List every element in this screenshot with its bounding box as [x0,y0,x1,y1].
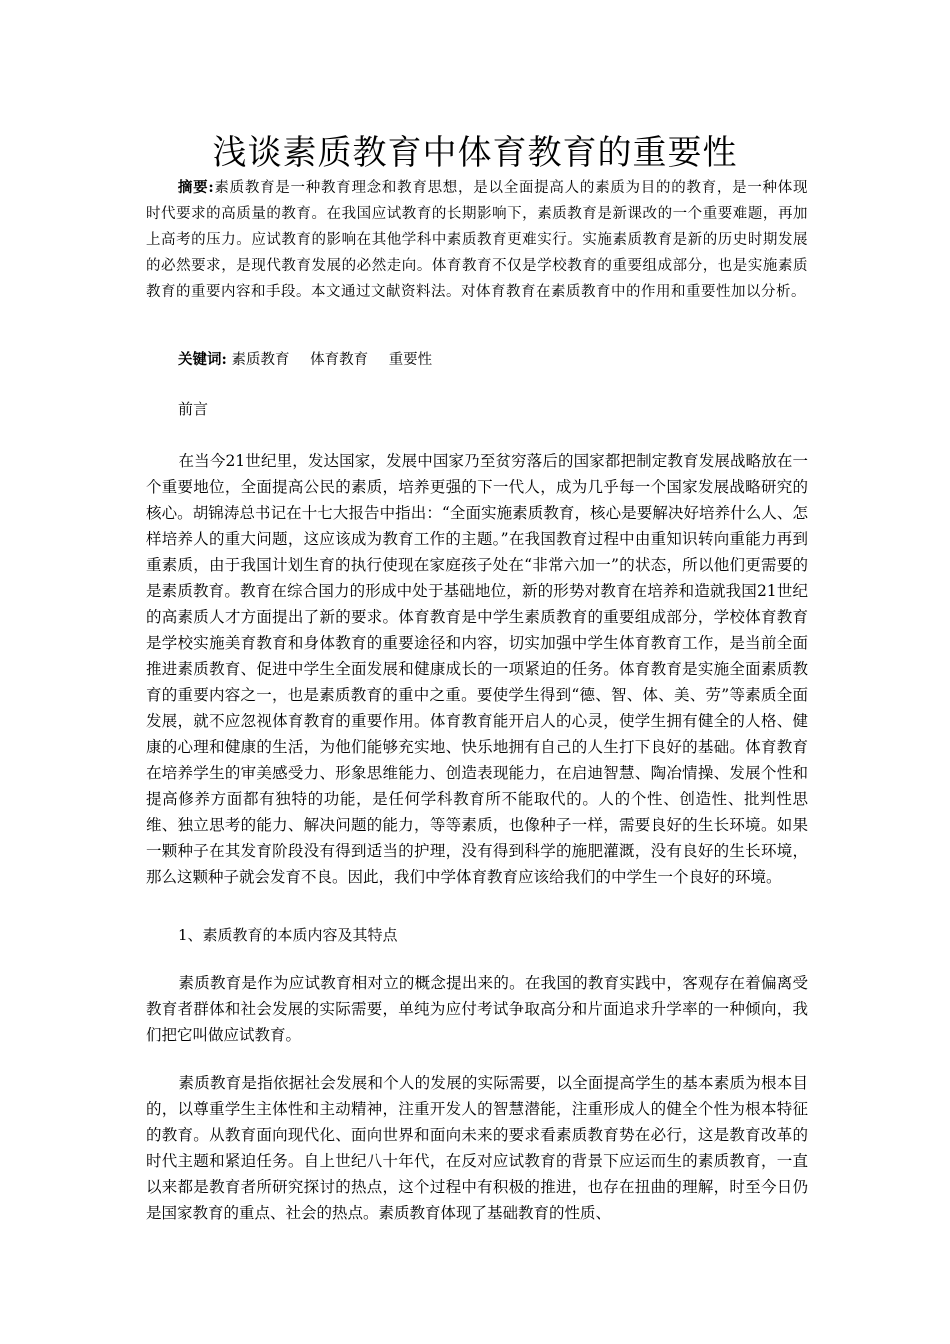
abstract [146,175,808,305]
abstract-label: 摘要: [177,179,215,196]
keyword-item: 素质教育 [231,352,290,368]
abstract-text: 素质教育是一种教育理念和教育思想，是以全面提高人的素质为目的的教育，是一种体现时代要求的高质量的教育。在我国应试教育的长期影响下，素质教育是新课改的一个重要难题，再加上高考的压力。应试教育的影响在其他学科中素质教育更难实行。实施素质教育是新的历史时期发展的必然要求，是现代教育发展的必然走向。体育教育不仅是学校教育的重要组成部分，也是实施素质教育的重要内容和手段。本文通过文献资料法。对体育教育在素质教育中的作用和重要性加以分析。 [146,180,808,300]
keywords-label: 关键词: [178,351,227,368]
section1-heading: 1、素质教育的本质内容及其特点 [178,926,398,944]
keyword-item: 重要性 [388,352,433,368]
preface-heading: 前言 [178,400,209,418]
section1-paragraph-2: 素质教育是指依据社会发展和个人的发展的实际需要，以全面提高学生的基本素质为根本目的，以尊重学生主体性和主动精神，注重开发人的智慧潜能，注重形成人的健全个性为根本特征的教育。从教育面向现代化、面向世界和面向未来的要求看素质教育势在必行，这是教育改革的时代主题和紧迫任务。自上世纪八十年代，在反对应试教育的背景下应运而生的素质教育，一直以来都是教育者所研究探讨的热点，这个过程中有积极的推进，也存在扭曲的理解，时至今日仍是国家教育的重点、社会的热点。素质教育体现了基础教育的性质、 [146,1074,808,1222]
section1-paragraph-1: 素质教育是作为应试教育相对立的概念提出来的。在我国的教育实践中，客观存在着偏离受教育者群体和社会发展的实际需要，单纯为应付考试争取高分和片面追求升学率的一种倾向，我们把它叫做应试教育。 [146,974,808,1044]
preface-paragraph: 在当今21世纪里，发达国家，发展中国家乃至贫穷落后的国家都把制定教育发展战略放在一个重要地位，全面提高公民的素质，培养更强的下一代人，成为几乎每一个国家发展战略研究的核心。胡锦涛总书记在十七大报告中指出：“全面实施素质教育，核心是要解决好培养什么人、怎样培养人的重大问题，这应该成为教育工作的主题。”在我国教育过程中由重知识转向重能力再到重素质，由于我国计划生育的执行使现在家庭孩子处在“非常六加一”的状态，所以他们更需要的是素质教育。教育在综合国力的形成中处于基础地位，新的形势对教育在培养和造就我国21世纪的高素质人才方面提出了新的要求。体育教育是中学生素质教育的重要组成部分，学校体育教育是学校实施美育教育和身体教育的重要途径和内容，切实加强中学生体育教育工作，是当前全面推进素质教育、促进中学生全面发展和健康成长的一项紧迫的任务。体育教育是实施全面素质教育的重要内容之一，也是素质教育的重中之重。要使学生得到“德、智、体、美、劳”等素质全面发展，就不应忽视体育教育的重要作用。体育教育能开启人的心灵，使学生拥有健全的人格、健康的心理和健康的生活，为他们能够充实地、快乐地拥有自己的人生打下良好的基础。体育教育在培养学生的审美感受力、形象思维能力、创造表现能力，在启迪智慧、陶冶情操、发展个性和提高修养方面都有独特的功能，是任何学科教育所不能取代的。人的个性、创造性、批判性思维、独立思考的能力、解决问题的能力，等等素质，也像种子一样，需要良好的生长环境。如果一颗种子在其发育阶段没有得到适当的护理，没有得到科学的施肥灌溉，没有良好的生长环境，那么这颗种子就会发育不良。因此，我们中学体育教育应该给我们的中学生一个良好的环境。 [146,452,808,886]
document-title: 浅谈素质教育中体育教育的重要性 [212,133,738,173]
keywords [178,348,448,369]
keyword-item: 体育教育 [310,352,369,368]
